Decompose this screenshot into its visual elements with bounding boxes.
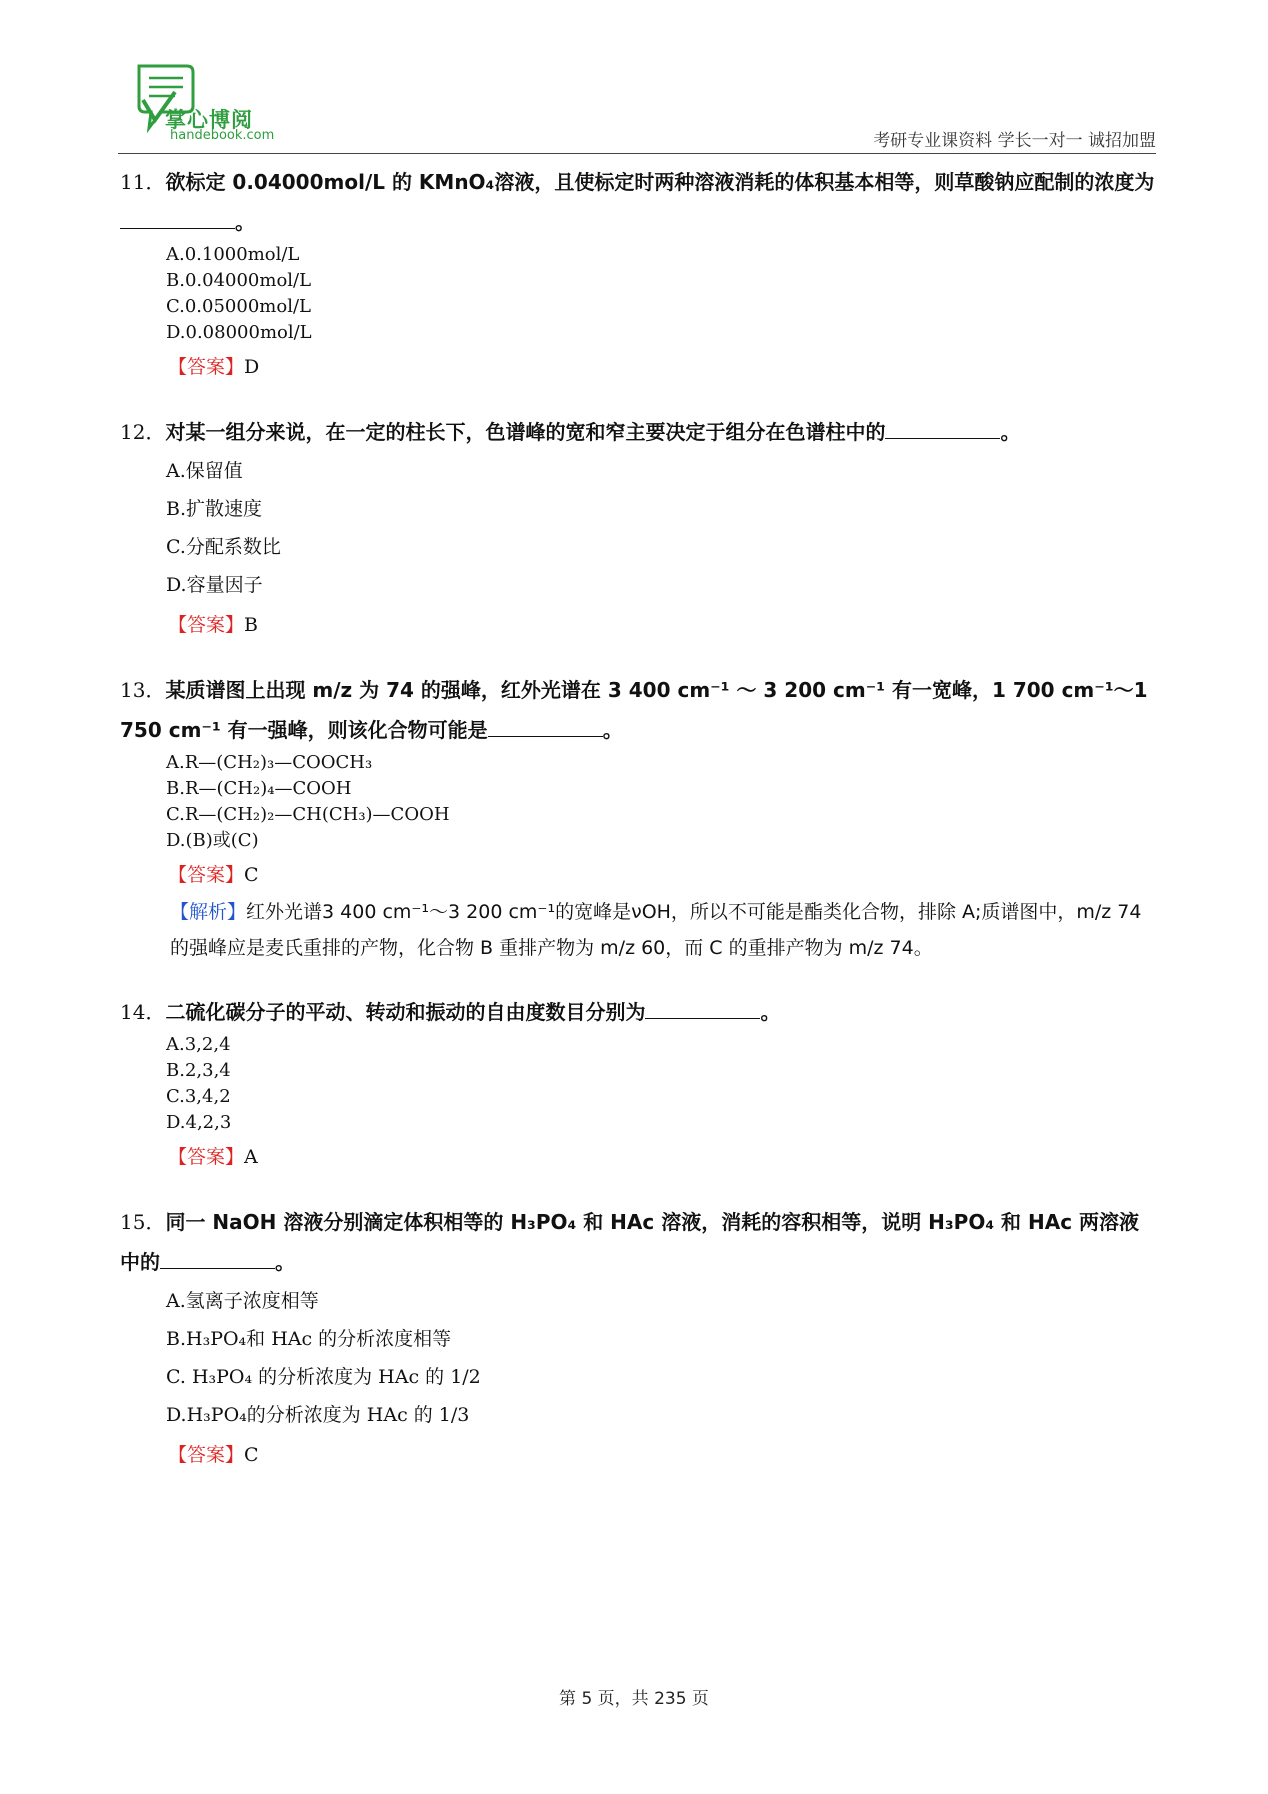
- question-list: [120, 162, 1155, 1500]
- answer-value: C: [244, 864, 259, 886]
- option-d: D.4,2,3: [166, 1112, 232, 1133]
- answer-blank: [885, 420, 1000, 439]
- question-13: [120, 670, 1155, 966]
- page-number: 第 5 页，共 235 页: [559, 1689, 709, 1709]
- answer-line: 【答案】B: [168, 614, 258, 636]
- option-c: C.R—(CH₂)₂—CH(CH₃)—COOH: [166, 804, 450, 825]
- answer-line: 【答案】C: [168, 864, 259, 886]
- answer-line: 【答案】D: [168, 356, 260, 378]
- option-b: B.R—(CH₂)₄—COOH: [166, 778, 352, 799]
- option-a: A.保留值: [166, 460, 243, 482]
- answer-value: B: [244, 614, 258, 636]
- option-d: D.容量因子: [166, 574, 263, 596]
- header-slogan: 考研专业课资料 学长一对一 诚招加盟: [873, 131, 1156, 151]
- option-c: C.0.05000mol/L: [166, 296, 311, 317]
- option-d: D.0.08000mol/L: [166, 322, 312, 343]
- question-15: [120, 1202, 1155, 1474]
- option-b: B.扩散速度: [166, 498, 263, 520]
- logo-name: 掌心博阅: [165, 108, 253, 132]
- answer-value: C: [244, 1444, 259, 1466]
- option-d: D.(B)或(C): [166, 830, 259, 851]
- question-stem: 11．欲标定 0.04000mol/L 的 KMnO₄溶液，且使标定时两种溶液消耗的体积基本相等，则草酸钠应配制的浓度为。: [120, 170, 1155, 234]
- option-a: A.氢离子浓度相等: [166, 1290, 319, 1312]
- option-b: B.2,3,4: [166, 1060, 231, 1081]
- question-stem: 15．同一 NaOH 溶液分别滴定体积相等的 H₃PO₄ 和 HAc 溶液，消耗的容积相等，说明 H₃PO₄ 和 HAc 两溶液中的 。: [120, 1210, 1140, 1274]
- option-d: D.H₃PO₄的分析浓度为 HAc 的 1/3: [166, 1404, 470, 1426]
- question-12: [120, 412, 1155, 644]
- answer-blank: [645, 1000, 760, 1019]
- question-11: [120, 162, 1155, 386]
- answer-value: D: [244, 356, 260, 378]
- option-c: C.3,4,2: [166, 1086, 231, 1107]
- logo-url: handebook.com: [170, 128, 275, 143]
- option-b: B.0.04000mol/L: [166, 270, 312, 291]
- option-a: A.0.1000mol/L: [166, 244, 300, 265]
- question-stem: 12．对某一组分来说，在一定的柱长下，色谱峰的宽和窄主要决定于组分在色谱柱中的 。: [120, 420, 1021, 444]
- answer-line: 【答案】A: [168, 1146, 258, 1168]
- answer-blank: [120, 210, 235, 229]
- question-14: [120, 992, 1155, 1176]
- option-b: B.H₃PO₄和 HAc 的分析浓度相等: [166, 1328, 452, 1350]
- option-c: C.分配系数比: [166, 536, 281, 558]
- option-c: C. H₃PO₄ 的分析浓度为 HAc 的 1/2: [166, 1366, 481, 1388]
- header-divider: [118, 153, 1156, 154]
- explanation: 【解析】红外光谱3 400 cm⁻¹～3 200 cm⁻¹的宽峰是νOH，所以不可能是酯类化合物，排除 A;质谱图中，m/z 74 的强峰应是麦氏重排的产物，化合物 B 重排产物为 m/z 60，而 C 的重排产物为 m/z 74。: [170, 901, 1142, 959]
- answer-line: 【答案】C: [168, 1444, 259, 1466]
- question-stem: 13．某质谱图上出现 m/z 为 74 的强峰，红外光谱在 3 400 cm⁻¹ ～ 3 200 cm⁻¹ 有一宽峰，1 700 cm⁻¹～1 750 cm⁻¹ 有一强峰，则该化合物可能是 。: [120, 678, 1148, 742]
- question-stem: 14．二硫化碳分子的平动、转动和振动的自由度数目分别为 。: [120, 1000, 781, 1024]
- option-a: A.R—(CH₂)₃—COOCH₃: [166, 752, 373, 773]
- option-a: A.3,2,4: [166, 1034, 231, 1055]
- answer-blank: [488, 718, 603, 737]
- answer-blank: [160, 1250, 275, 1269]
- answer-value: A: [244, 1146, 258, 1168]
